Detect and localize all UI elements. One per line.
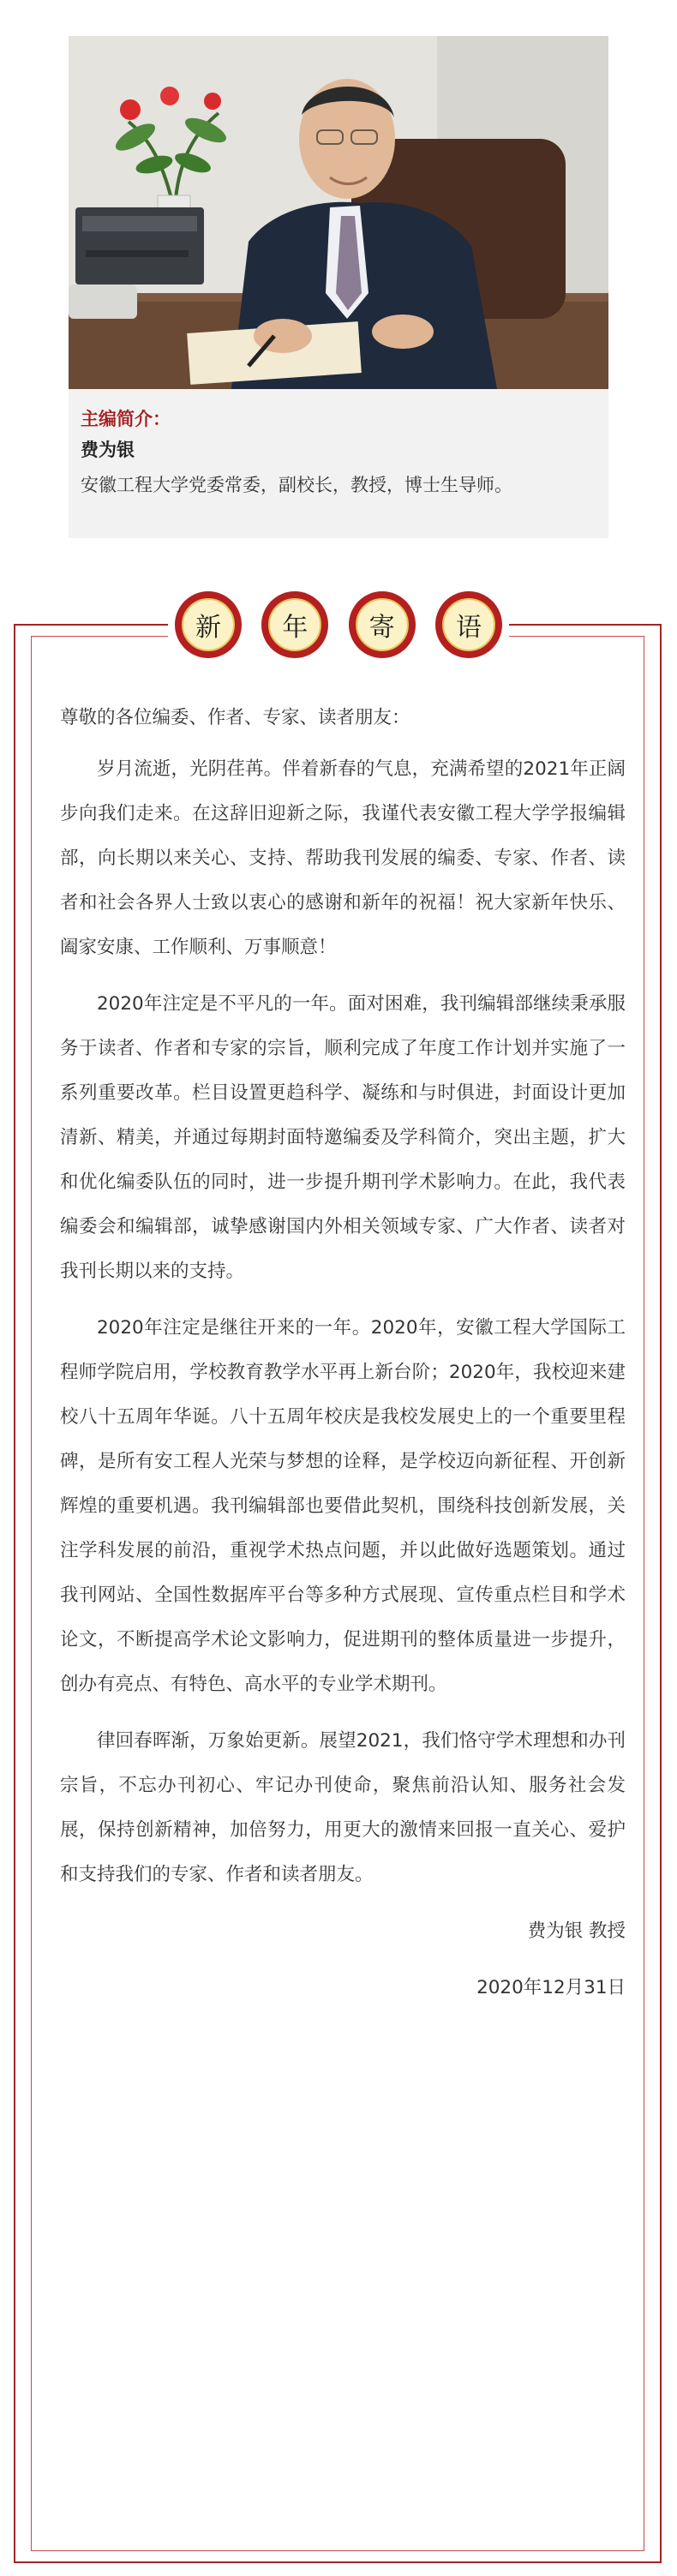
new-year-title: [168, 588, 509, 662]
editor-description: 安徽工程大学党委常委，副校长，教授，博士生导师。: [81, 475, 512, 495]
letter-date: 2020年12月31日: [476, 1977, 626, 1998]
editor-profile-card: [69, 36, 608, 538]
letter-signature: 费为银 教授: [527, 1920, 626, 1942]
letter-body: [60, 696, 626, 2022]
letter-paragraph: 律回春晖渐，万象始更新。展望2021，我们恪守学术理想和办刊宗旨，不忘办刊初心、牢记办刊使命，聚焦前沿认知、服务社会发展，保持创新精神，加倍努力，用更大的激情来回报一直关心、爱护和支持我们的专家、作者和读者朋友。: [60, 1730, 626, 1885]
title-char-badge: [435, 591, 502, 658]
title-char: 新: [182, 598, 235, 651]
letter-paragraph: 2020年注定是继往开来的一年。2020年，安徽工程大学国际工程师学院启用，学校教育教学水平再上新台阶；2020年，我校迎来建校八十五周年华诞。八十五周年校庆是我校发展史上的一个重要里程碑，是所有安工程人光荣与梦想的诠释，是学校迈向新征程、开创新辉煌的重要机遇。我刊编辑部也要借此契机，围绕科技创新发展，关注学科发展的前沿，重视学术热点问题，并以此做好选题策划。通过我刊网站、全国性数据库平台等多种方式展现、宣传重点栏目和学术论文，不断提高学术论文影响力，促进期刊的整体质量进一步提升，创办有亮点、有特色、高水平的专业学术期刊。: [60, 1317, 626, 1695]
title-char-badge: [175, 591, 242, 658]
title-char: 寄: [356, 598, 409, 651]
editor-caption: [81, 404, 596, 504]
letter-paragraph: 岁月流逝，光阴荏苒。伴着新春的气息，充满希望的2021年正阔步向我们走来。在这辞旧迎新之际，我谨代表安徽工程大学学报编辑部，向长期以来关心、支持、帮助我刊发展的编委、专家、作者、读者和社会各界人士致以衷心的感谢和新年的祝福！祝大家新年快乐、阖家安康、工作顺利、万事顺意！: [60, 758, 626, 958]
editor-portrait-photo: [69, 36, 608, 389]
title-char-badge: [349, 591, 416, 658]
title-char-badge: [261, 591, 328, 658]
editor-name: 费为银: [81, 440, 135, 460]
title-char: 年: [268, 598, 321, 651]
letter-paragraph: 2020年注定是不平凡的一年。面对困难，我刊编辑部继续秉承服务于读者、作者和专家的宗旨，顺利完成了年度工作计划并实施了一系列重要改革。栏目设置更趋科学、凝练和与时俱进，封面设计更加清新、精美，并通过每期封面特邀编委及学科简介，突出主题，扩大和优化编委队伍的同时，进一步提升期刊学术影响力。在此，我代表编委会和编辑部，诚挚感谢国内外相关领域专家、广大作者、读者对我刊长期以来的支持。: [60, 993, 626, 1282]
title-char: 语: [442, 598, 495, 651]
letter-greeting: 尊敬的各位编委、作者、专家、读者朋友：: [60, 707, 410, 728]
editor-label: 主编简介：: [81, 409, 171, 429]
